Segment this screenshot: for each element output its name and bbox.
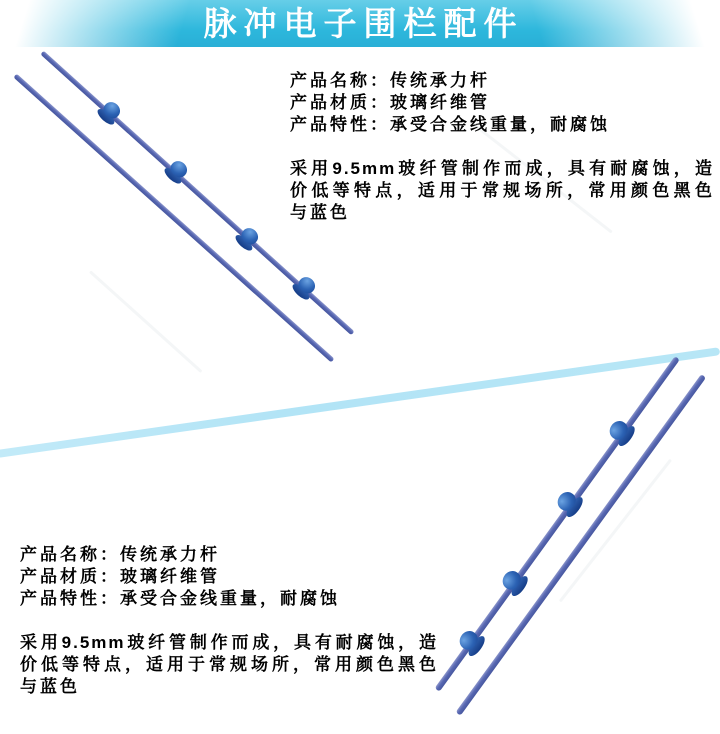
description-line: 与蓝色 <box>290 203 350 222</box>
product-info-top <box>290 70 714 224</box>
page-title: 脉冲电子围栏配件 <box>203 5 524 42</box>
product-description <box>290 158 714 224</box>
description-line: 价低等特点，适用于常规场所，常用颜色黑色 <box>290 181 714 200</box>
product-feature-line: 产品特性：承受合金线重量，耐腐蚀 <box>20 589 340 608</box>
product-feature-line: 产品特性：承受合金线重量，耐腐蚀 <box>290 115 610 134</box>
description-line: 采用9.5mm玻纤管制作而成，具有耐腐蚀，造 <box>20 633 438 652</box>
page-header <box>0 0 720 47</box>
product-info-bottom <box>20 544 438 698</box>
description-line: 采用9.5mm玻纤管制作而成，具有耐腐蚀，造 <box>290 159 714 178</box>
background-streak <box>559 459 672 603</box>
product-description <box>20 632 438 698</box>
description-line: 价低等特点，适用于常规场所，常用颜色黑色 <box>20 655 438 674</box>
product-material-line: 产品材质：玻璃纤维管 <box>20 567 220 586</box>
product-name-line: 产品名称：传统承力杆 <box>20 545 220 564</box>
fiberglass-rod-plain <box>456 374 707 716</box>
background-streak <box>89 270 202 373</box>
product-name-line: 产品名称：传统承力杆 <box>290 71 490 90</box>
product-material-line: 产品材质：玻璃纤维管 <box>290 93 490 112</box>
fiberglass-rod-plain <box>13 74 334 363</box>
description-line: 与蓝色 <box>20 677 80 696</box>
